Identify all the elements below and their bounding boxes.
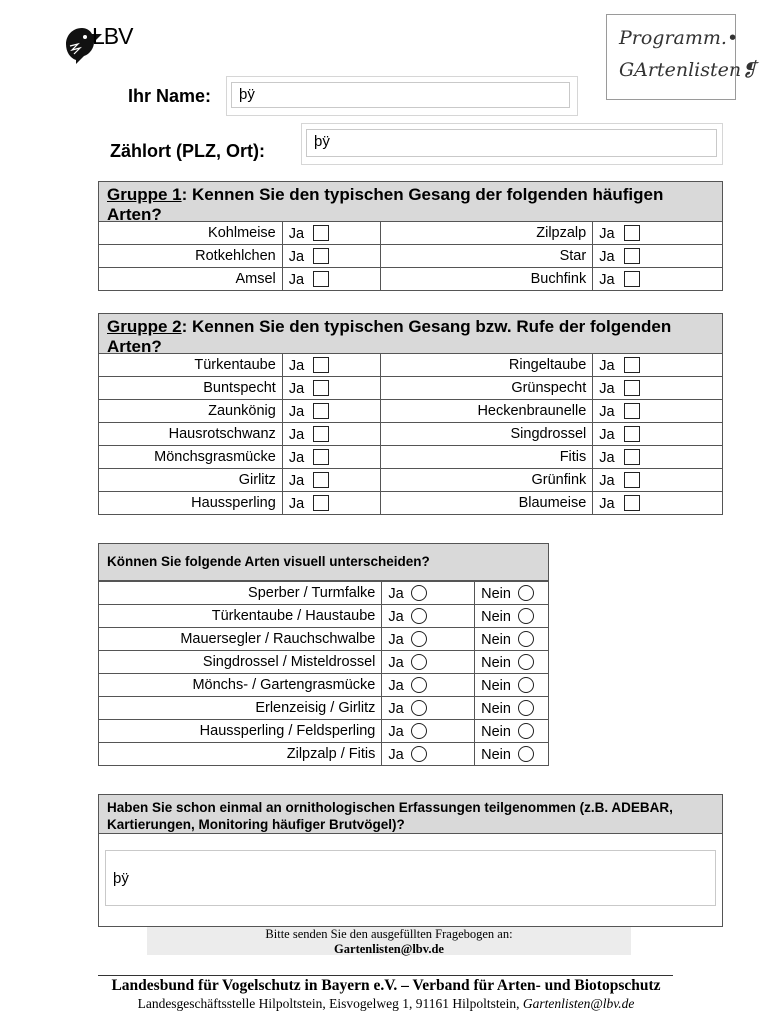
yes-label: Ja: [388, 608, 404, 625]
species-pair: Türkentaube / Haustaube: [99, 605, 382, 628]
no-label: Nein: [481, 585, 511, 602]
table-row: [99, 628, 549, 651]
species-name: Grünspecht: [380, 377, 593, 400]
species-pair: Mönchs- / Gartengrasmücke: [99, 674, 382, 697]
no-cell: [475, 674, 549, 697]
table-row: [99, 423, 723, 446]
no-radio[interactable]: [518, 746, 534, 762]
yes-checkbox[interactable]: [624, 248, 640, 264]
species-pair: Haussperling / Feldsperling: [99, 720, 382, 743]
no-radio[interactable]: [518, 700, 534, 716]
no-cell: [475, 651, 549, 674]
yes-label: Ja: [288, 449, 305, 466]
species-name: Heckenbraunelle: [380, 400, 593, 423]
yes-radio[interactable]: [411, 631, 427, 647]
yes-label: Ja: [599, 271, 615, 288]
send-instructions: [147, 927, 631, 955]
table-row: [99, 605, 549, 628]
table-row: [99, 720, 549, 743]
yes-cell: [382, 628, 475, 651]
yes-radio[interactable]: [411, 654, 427, 670]
yes-checkbox[interactable]: [313, 472, 329, 488]
yes-checkbox[interactable]: [624, 472, 640, 488]
yes-checkbox[interactable]: [313, 380, 329, 396]
yes-cell: [282, 492, 380, 515]
yes-label: Ja: [388, 700, 404, 717]
yes-checkbox[interactable]: [313, 248, 329, 264]
no-label: Nein: [481, 746, 511, 763]
no-label: Nein: [481, 700, 511, 717]
no-label: Nein: [481, 631, 511, 648]
yes-cell: [282, 469, 380, 492]
yes-label: Ja: [388, 654, 404, 671]
group2-prefix: Gruppe 2: [107, 317, 182, 336]
yes-cell: [282, 354, 380, 377]
species-name: Grünfink: [380, 469, 593, 492]
yes-radio[interactable]: [411, 608, 427, 624]
place-input[interactable]: þÿ: [306, 129, 717, 157]
species-name: Rotkehlchen: [99, 245, 283, 268]
lbv-logo: [62, 20, 142, 64]
stamp-line-1: Programm.•: [619, 27, 739, 49]
yes-cell: [382, 605, 475, 628]
yes-label: Ja: [388, 677, 404, 694]
yes-cell: [382, 743, 475, 766]
yes-cell: [282, 222, 380, 245]
send-email: Gartenlisten@lbv.de: [334, 942, 444, 956]
no-cell: [475, 720, 549, 743]
no-cell: [475, 582, 549, 605]
yes-label: Ja: [599, 225, 615, 242]
yes-label: Ja: [599, 357, 615, 374]
table-row: [99, 492, 723, 515]
yes-label: Ja: [388, 585, 404, 602]
table-row: [99, 377, 723, 400]
stamp-line-2: GArtenlisten❡: [619, 59, 758, 81]
yes-checkbox[interactable]: [624, 426, 640, 442]
species-name: Star: [380, 245, 593, 268]
yes-checkbox[interactable]: [624, 357, 640, 373]
ornith-header: Haben Sie schon einmal an ornithologischen Erfassungen teilgenommen (z.B. ADEBAR, Kartierungen, Monitoring häufiger Brutvögel)?: [98, 794, 723, 834]
yes-checkbox[interactable]: [313, 357, 329, 373]
yes-checkbox[interactable]: [313, 403, 329, 419]
table-row: [99, 469, 723, 492]
group1-prefix: Gruppe 1: [107, 185, 182, 204]
yes-label: Ja: [288, 472, 305, 489]
yes-cell: [593, 469, 723, 492]
yes-cell: [593, 400, 723, 423]
table-row: [99, 674, 549, 697]
no-radio[interactable]: [518, 723, 534, 739]
ornith-answer-frame: [98, 834, 723, 927]
species-pair: Singdrossel / Misteldrossel: [99, 651, 382, 674]
table-row: [99, 446, 723, 469]
yes-cell: [593, 492, 723, 515]
yes-label: Ja: [288, 495, 305, 512]
yes-label: Ja: [599, 403, 615, 420]
no-radio[interactable]: [518, 677, 534, 693]
no-label: Nein: [481, 723, 511, 740]
yes-checkbox[interactable]: [624, 403, 640, 419]
species-pair: Mauersegler / Rauchschwalbe: [99, 628, 382, 651]
footer-divider: [98, 975, 673, 976]
yes-label: Ja: [599, 449, 615, 466]
send-text: Bitte senden Sie den ausgefüllten Fragebogen an:: [265, 927, 513, 941]
yes-checkbox[interactable]: [624, 495, 640, 511]
yes-checkbox[interactable]: [313, 449, 329, 465]
yes-cell: [382, 720, 475, 743]
table-row: [99, 400, 723, 423]
species-name: Mönchsgrasmücke: [99, 446, 283, 469]
yes-label: Ja: [388, 723, 404, 740]
no-radio[interactable]: [518, 631, 534, 647]
species-name: Girlitz: [99, 469, 283, 492]
visual-table: [98, 581, 549, 766]
yes-cell: [593, 377, 723, 400]
species-name: Zaunkönig: [99, 400, 283, 423]
yes-cell: [593, 446, 723, 469]
yes-radio[interactable]: [411, 700, 427, 716]
name-input[interactable]: þÿ: [231, 82, 570, 108]
table-row: [99, 651, 549, 674]
table-row: [99, 743, 549, 766]
group2-title: : Kennen Sie den typischen Gesang bzw. Rufe der folgenden Arten?: [107, 317, 672, 356]
visual-header: Können Sie folgende Arten visuell unterscheiden?: [98, 543, 549, 581]
yes-checkbox[interactable]: [624, 380, 640, 396]
group1-title: : Kennen Sie den typischen Gesang der folgenden häufigen Arten?: [107, 185, 664, 224]
yes-radio[interactable]: [411, 746, 427, 762]
yes-label: Ja: [288, 380, 305, 397]
yes-label: Ja: [288, 225, 305, 242]
yes-cell: [382, 651, 475, 674]
yes-cell: [282, 423, 380, 446]
species-name: Hausrotschwanz: [99, 423, 283, 446]
no-cell: [475, 628, 549, 651]
yes-cell: [282, 446, 380, 469]
yes-label: Ja: [599, 248, 615, 265]
table-row: [99, 697, 549, 720]
yes-checkbox[interactable]: [313, 225, 329, 241]
no-cell: [475, 605, 549, 628]
species-name: Blaumeise: [380, 492, 593, 515]
species-pair: Zilpzalp / Fitis: [99, 743, 382, 766]
no-cell: [475, 743, 549, 766]
species-name: Ringeltaube: [380, 354, 593, 377]
table-row: [99, 245, 723, 268]
yes-label: Ja: [599, 426, 615, 443]
group1-table: [98, 221, 723, 291]
yes-cell: [282, 245, 380, 268]
table-row: [99, 222, 723, 245]
yes-cell: [593, 268, 723, 291]
species-name: Amsel: [99, 268, 283, 291]
group1-header: [98, 181, 723, 224]
yes-label: Ja: [599, 380, 615, 397]
place-field-frame: [301, 123, 723, 165]
yes-checkbox[interactable]: [313, 271, 329, 287]
no-cell: [475, 697, 549, 720]
yes-checkbox[interactable]: [624, 225, 640, 241]
yes-label: Ja: [288, 426, 305, 443]
yes-cell: [382, 582, 475, 605]
species-name: Türkentaube: [99, 354, 283, 377]
yes-label: Ja: [599, 472, 615, 489]
ornith-input[interactable]: þÿ: [105, 850, 716, 906]
species-pair: Erlenzeisig / Girlitz: [99, 697, 382, 720]
species-name: Singdrossel: [380, 423, 593, 446]
yes-radio[interactable]: [411, 723, 427, 739]
no-label: Nein: [481, 608, 511, 625]
yes-cell: [382, 674, 475, 697]
group2-header: [98, 313, 723, 356]
yes-checkbox[interactable]: [313, 495, 329, 511]
yes-cell: [282, 268, 380, 291]
yes-checkbox[interactable]: [624, 449, 640, 465]
yes-label: Ja: [288, 357, 305, 374]
yes-label: Ja: [388, 631, 404, 648]
footer-address-text: Landesgeschäftsstelle Hilpoltstein, Eisvogelweg 1, 91161 Hilpoltstein,: [137, 996, 523, 1011]
no-radio[interactable]: [518, 585, 534, 601]
species-name: Buchfink: [380, 268, 593, 291]
table-row: [99, 268, 723, 291]
yes-radio[interactable]: [411, 677, 427, 693]
yes-cell: [593, 354, 723, 377]
yes-label: Ja: [388, 746, 404, 763]
species-pair: Sperber / Turmfalke: [99, 582, 382, 605]
place-label: Zählort (PLZ, Ort):: [110, 141, 265, 161]
yes-label: Ja: [599, 495, 615, 512]
no-radio[interactable]: [518, 608, 534, 624]
yes-cell: [593, 245, 723, 268]
table-row: [99, 354, 723, 377]
footer-title: Landesbund für Vogelschutz in Bayern e.V. – Verband für Arten- und Biotopschutz: [111, 977, 661, 994]
name-label: Ihr Name:: [128, 86, 212, 106]
yes-checkbox[interactable]: [624, 271, 640, 287]
yes-cell: [593, 222, 723, 245]
yes-cell: [282, 400, 380, 423]
yes-label: Ja: [288, 403, 305, 420]
yes-cell: [593, 423, 723, 446]
footer-email: Gartenlisten@lbv.de: [522, 996, 635, 1011]
logo-text: LBV: [92, 23, 133, 49]
group2-table: [98, 353, 723, 515]
yes-checkbox[interactable]: [313, 426, 329, 442]
no-label: Nein: [481, 677, 511, 694]
table-row: [99, 582, 549, 605]
no-radio[interactable]: [518, 654, 534, 670]
yes-label: Ja: [288, 248, 305, 265]
species-name: Kohlmeise: [99, 222, 283, 245]
footer-address: [90, 996, 682, 1012]
species-name: Fitis: [380, 446, 593, 469]
name-field-frame: [226, 76, 578, 116]
species-name: Buntspecht: [99, 377, 283, 400]
yes-radio[interactable]: [411, 585, 427, 601]
no-label: Nein: [481, 654, 511, 671]
program-stamp: [606, 14, 758, 100]
yes-cell: [382, 697, 475, 720]
yes-cell: [282, 377, 380, 400]
species-name: Haussperling: [99, 492, 283, 515]
species-name: Zilpzalp: [380, 222, 593, 245]
yes-label: Ja: [288, 271, 305, 288]
